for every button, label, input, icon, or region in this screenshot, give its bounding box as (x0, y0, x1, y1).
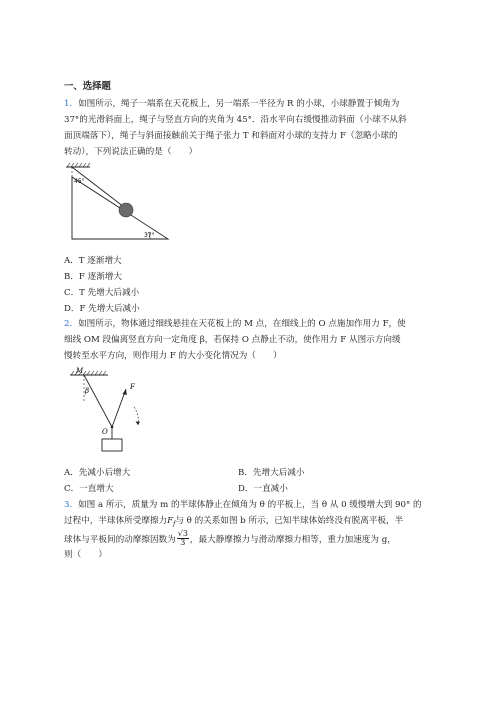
suspension-diagram (64, 367, 174, 455)
question-1 (64, 97, 444, 317)
q2-figure (64, 367, 444, 462)
q1-stem-line-1: 如图所示，绳子一端系在天花板上，另一端系一半径为 R 的小球，小球静置于倾角为 (78, 99, 400, 110)
q2-option-b[interactable]: B．先增大后减小 (238, 467, 305, 478)
question-number: 2． (64, 319, 79, 330)
q3-line-3b: ，最大静摩擦力与滑动摩擦力相等，重力加速度为 g， (189, 534, 396, 545)
force-arrowhead (123, 389, 127, 395)
q1-option-c[interactable]: C．T 先增大后减小 (64, 287, 140, 298)
label-m: M (76, 367, 84, 376)
q2-stem-line-1: 如图所示，物体通过细线悬挂在天花板上的 M 点，在细线上的 O 点施加作用力 F，使 (78, 319, 406, 330)
q2-option-d[interactable]: D．一直减小 (238, 483, 288, 494)
q1-stem-line-2: 37°的光滑斜面上，绳子与竖直方向的夹角为 45°．沿水平向右缓慢推动斜面（小球不从斜 (64, 115, 407, 126)
rotation-arrowhead (136, 422, 141, 426)
q1-option-a[interactable]: A．T 逐渐增大 (64, 255, 122, 266)
incline-diagram (64, 163, 174, 243)
question-number: 1． (64, 99, 79, 110)
q1-option-d[interactable]: D．F 先增大后减小 (64, 303, 140, 314)
rope (72, 167, 124, 207)
string-om (84, 375, 112, 427)
question-3 (64, 498, 444, 564)
q1-stem-line-3: 面顶端落下），绳子与斜面接触前关于绳子张力 T 和斜面对小球的支持力 F（忽略小球的 (64, 131, 398, 142)
label-beta: β (85, 387, 90, 396)
q2-stem-line-2: 细线 OM 段偏离竖直方向一定角度 β，若保持 O 点静止不动，使作用力 F 从图示方向缓 (64, 335, 401, 346)
angle-37-label: 37° (144, 231, 155, 239)
q3-line-2a: 过程中，半球体所受摩擦力 (64, 515, 168, 526)
document-page (64, 78, 444, 564)
ball (119, 203, 133, 217)
ceiling-hatch (67, 163, 90, 167)
friction-coefficient-fraction: $\frac{√3}{3}$ (177, 528, 188, 548)
q3-line-2b: 与 θ 的关系如图 b 所示，已知半球体始终没有脱离平板，半 (175, 515, 404, 526)
q2-stem-line-3: 慢转至水平方向，则作用力 F 的大小变化情况为（ ） (64, 351, 282, 362)
section-title: 一、选择题 (64, 81, 111, 92)
label-o: O (102, 428, 108, 437)
q2-option-c[interactable]: C．一直增大 (64, 483, 114, 494)
block (102, 439, 122, 451)
q1-figure (64, 163, 444, 250)
question-2 (64, 317, 444, 497)
question-number: 3． (64, 499, 79, 510)
q1-option-b[interactable]: B．F 逐渐增大 (64, 271, 122, 282)
q3-line-1: 如图 a 所示，质量为 m 的半球体静止在倾角为 θ 的平板上，当 θ 从 0 缓慢增大到 90° 的 (78, 499, 422, 510)
q1-stem-line-4: 转动），下列说法正确的是（ ） (64, 147, 198, 158)
friction-symbol: $F_f$ (167, 515, 176, 528)
angle-45-label: 45° (74, 177, 85, 185)
q3-line-4: 则（ ） (64, 550, 107, 561)
label-f: F (130, 383, 135, 392)
q3-line-3a: 球体与平板间的动摩擦因数为 (64, 534, 176, 545)
q2-option-a[interactable]: A．先减小后增大 (64, 467, 131, 478)
force-f-arrow (112, 389, 126, 427)
